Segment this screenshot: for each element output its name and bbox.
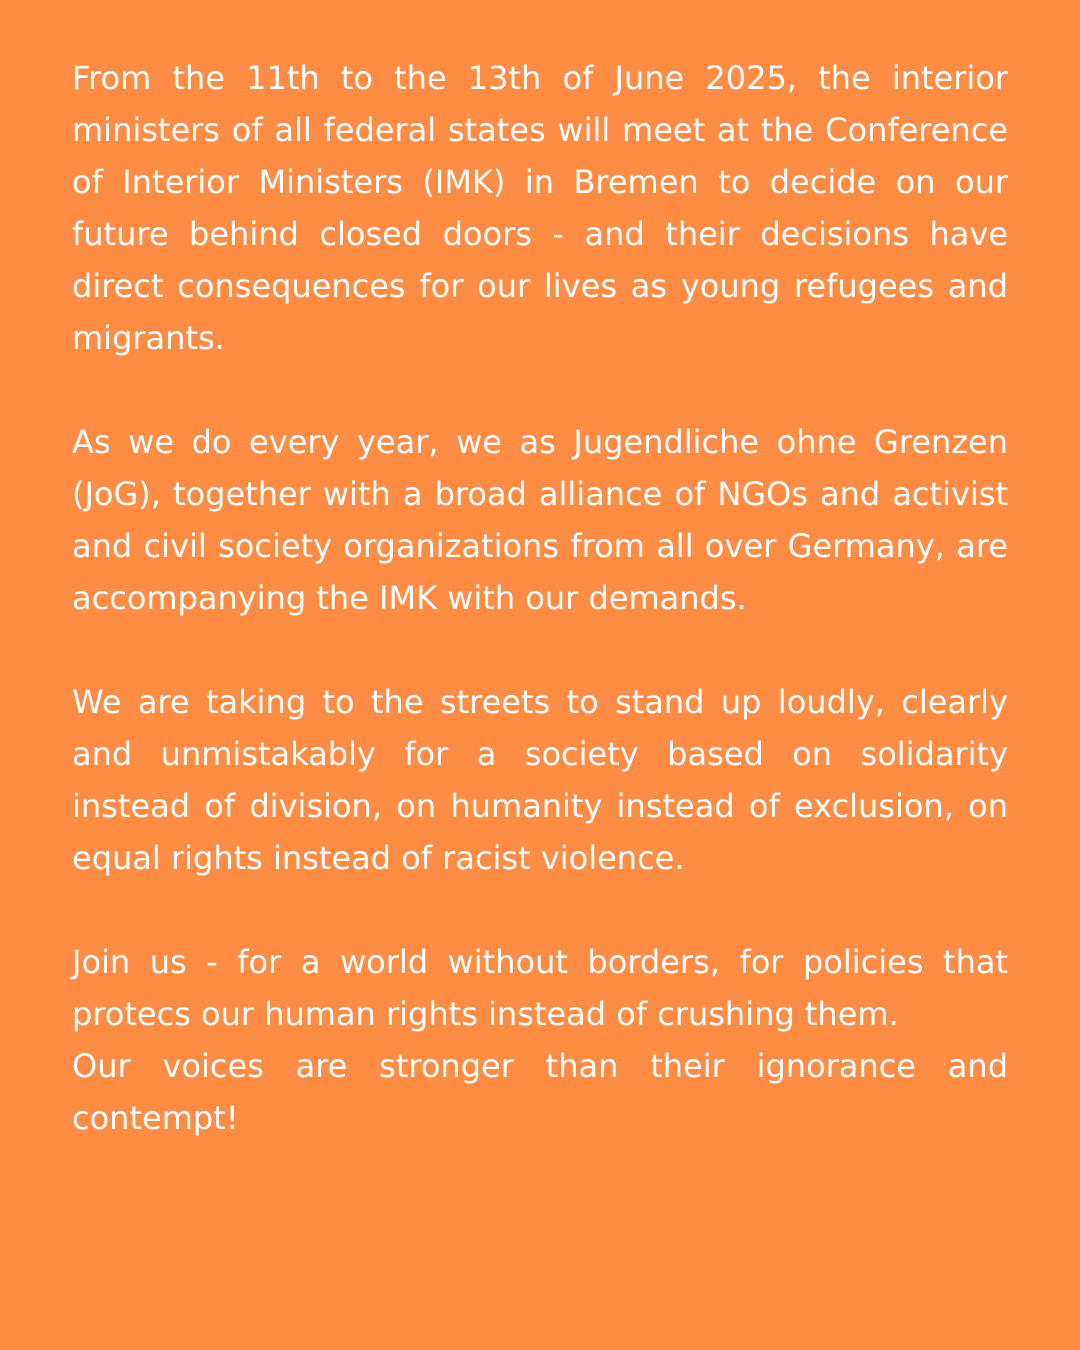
text-block — [72, 52, 1008, 1144]
paragraph-closing: Our voices are stronger than their ignorance and contempt! — [72, 1047, 1008, 1137]
paragraph-join-us: Join us - for a world without borders, for policies that protecs our human rights instead of crushing them. — [72, 943, 1008, 1033]
paragraph-streets: We are taking to the streets to stand up loudly, clearly and unmistakably for a society based on solidarity instead of division, on humanity instead of exclusion, on equal rights instead of racist violence. — [72, 683, 1008, 877]
paragraph-jog-alliance: As we do every year, we as Jugendliche ohne Grenzen (JoG), together with a broad alliance of NGOs and activist and civil society organizations from all over Germany, are accompanying the IMK with our demands. — [72, 423, 1008, 617]
paragraph-imk-meeting: From the 11th to the 13th of June 2025, the interior ministers of all federal states will meet at the Conference of Interior Ministers (IMK) in Bremen to decide on our future behind closed doors - and their decisions have direct consequences for our lives as young refugees and migrants. — [72, 59, 1008, 357]
